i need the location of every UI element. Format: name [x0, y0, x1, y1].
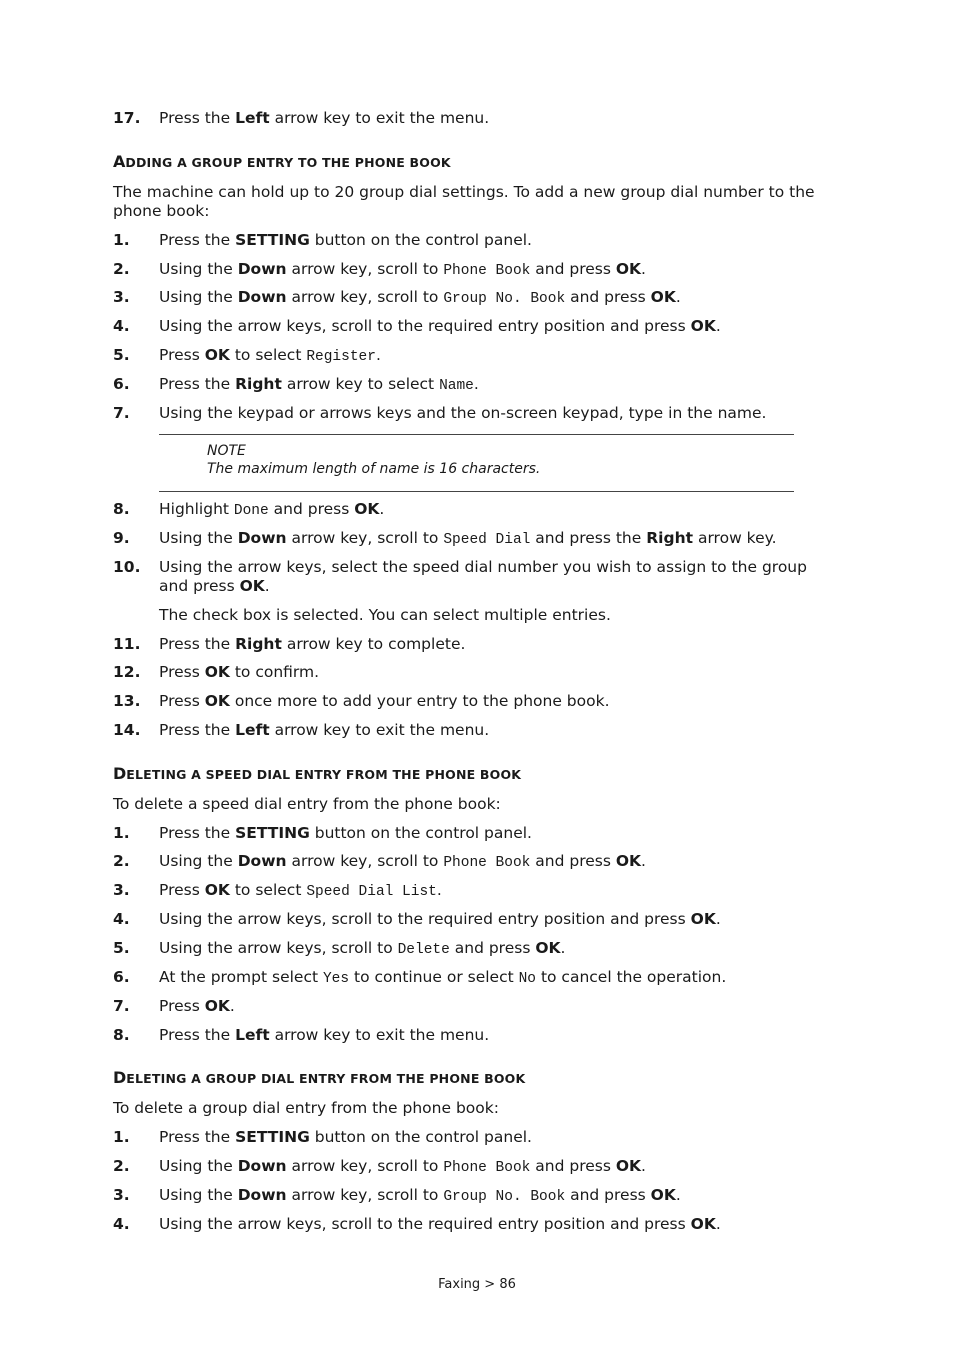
- note-box: [207, 442, 540, 478]
- section-intro: To delete a speed dial entry from the phone book:: [113, 795, 501, 813]
- section-intro: The machine can hold up to 20 group dial settings. To add a new group dial number to the phone book:: [113, 183, 815, 220]
- section-heading-delete-group-dial: DELETING A GROUP DIAL ENTRY FROM THE PHONE BOOK: [113, 1068, 526, 1087]
- step-number: 17.: [113, 109, 141, 127]
- note-top-rule: [159, 434, 794, 435]
- step-10-note: The check box is selected. You can select multiple entries.: [159, 606, 611, 624]
- section-heading-delete-speed-dial: DELETING A SPEED DIAL ENTRY FROM THE PHONE BOOK: [113, 764, 522, 783]
- step-text: Press the Left arrow key to exit the menu.: [159, 109, 490, 127]
- page-footer: Faxing > 86: [438, 1277, 516, 1292]
- section-heading-add-group: ADDING A GROUP ENTRY TO THE PHONE BOOK: [113, 152, 451, 171]
- note-label: NOTE: [207, 443, 246, 459]
- note-text: The maximum length of name is 16 characters.: [207, 461, 541, 477]
- section-intro: To delete a group dial entry from the phone book:: [113, 1099, 499, 1117]
- note-bottom-rule: [159, 491, 794, 492]
